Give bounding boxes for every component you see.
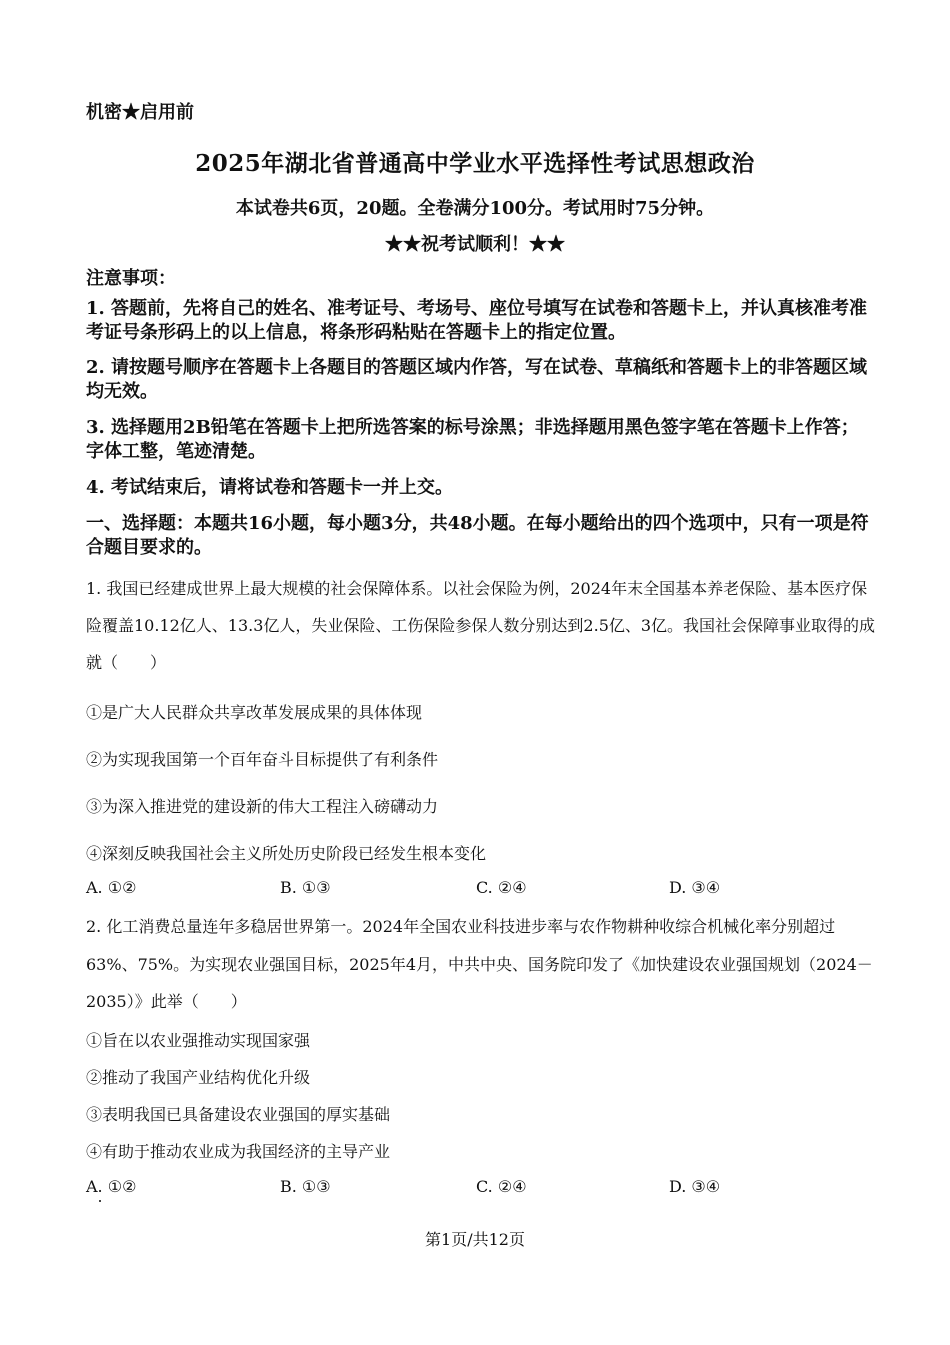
question-2-choice-d[interactable]: D. ③④ (669, 1177, 721, 1196)
question-2-option: ①旨在以农业强推动实现国家强 (86, 1031, 311, 1050)
notice-item: 3. 选择题用2B铅笔在答题卡上把所选答案的标号涂黑；非选择题用黑色签字笔在答题卡上作答；字体工整，笔迹清楚。 (86, 417, 859, 462)
question-2-option: ③表明我国已具备建设农业强国的厚实基础 (86, 1105, 391, 1124)
exam-subtitle: 本试卷共6页，20题。全卷满分100分。考试用时75分钟。 (235, 198, 715, 219)
question-2-option: ④有助于推动农业成为我国经济的主导产业 (86, 1142, 391, 1161)
notice-item: 4. 考试结束后，请将试卷和答题卡一并上交。 (86, 477, 454, 498)
question-1-choice-c[interactable]: C. ②④ (476, 878, 527, 897)
confidential-label: 机密★启用前 (86, 102, 194, 123)
notice-item: 2. 请按题号顺序在答题卡上各题目的答题区域内作答，写在试卷、草稿纸和答题卡上的非答题区域均无效。 (86, 357, 868, 402)
question-2-choice-a[interactable]: A. ①② (86, 1177, 137, 1196)
scan-speck (99, 1200, 101, 1202)
page-number: 第1页/共12页 (425, 1230, 525, 1249)
question-1-choice-d[interactable]: D. ③④ (669, 878, 721, 897)
question-1-option: ②为实现我国第一个百年奋斗目标提供了有利条件 (86, 750, 439, 769)
question-1-choice-a[interactable]: A. ①② (86, 878, 137, 897)
notice-item: 1. 答题前，先将自己的姓名、准考证号、考场号、座位号填写在试卷和答题卡上，并认真核准考准考证号条形码上的以上信息，将条形码粘贴在答题卡上的指定位置。 (86, 298, 868, 343)
section-heading: 一、选择题：本题共16小题，每小题3分，共48小题。在每小题给出的四个选项中，只有一项是符合题目要求的。 (86, 513, 869, 558)
question-2-stem: 2. 化工消费总量连年多稳居世界第一。2024年全国农业科技进步率与农作物耕种收综合机械化率分别超过63%、75%。为实现农业强国目标，2025年4月，中共中央、国务院印发了《加快建设农业强国规划（2024－2035）》此举（ ） (86, 917, 873, 1011)
question-2-option: ②推动了我国产业结构优化升级 (86, 1068, 311, 1087)
question-1-choice-b[interactable]: B. ①③ (280, 878, 331, 897)
good-luck-line: ★★祝考试顺利！★★ (385, 234, 565, 255)
question-1-option: ③为深入推进党的建设新的伟大工程注入磅礴动力 (86, 797, 439, 816)
notice-heading: 注意事项： (86, 268, 176, 289)
question-1-option: ①是广大人民群众共享改革发展成果的具体体现 (86, 703, 423, 722)
question-1-option: ④深刻反映我国社会主义所处历史阶段已经发生根本变化 (86, 844, 487, 863)
question-2-choice-b[interactable]: B. ①③ (280, 1177, 331, 1196)
question-1-stem: 1. 我国已经建成世界上最大规模的社会保障体系。以社会保险为例，2024年末全国基本养老保险、基本医疗保险覆盖10.12亿人、13.3亿人，失业保险、工伤保险参保人数分别达到2.5亿、3亿。我国社会保障事业取得的成就（ ） (86, 579, 876, 672)
exam-title: 2025年湖北省普通高中学业水平选择性考试思想政治 (195, 150, 755, 177)
question-2-choice-c[interactable]: C. ②④ (476, 1177, 527, 1196)
